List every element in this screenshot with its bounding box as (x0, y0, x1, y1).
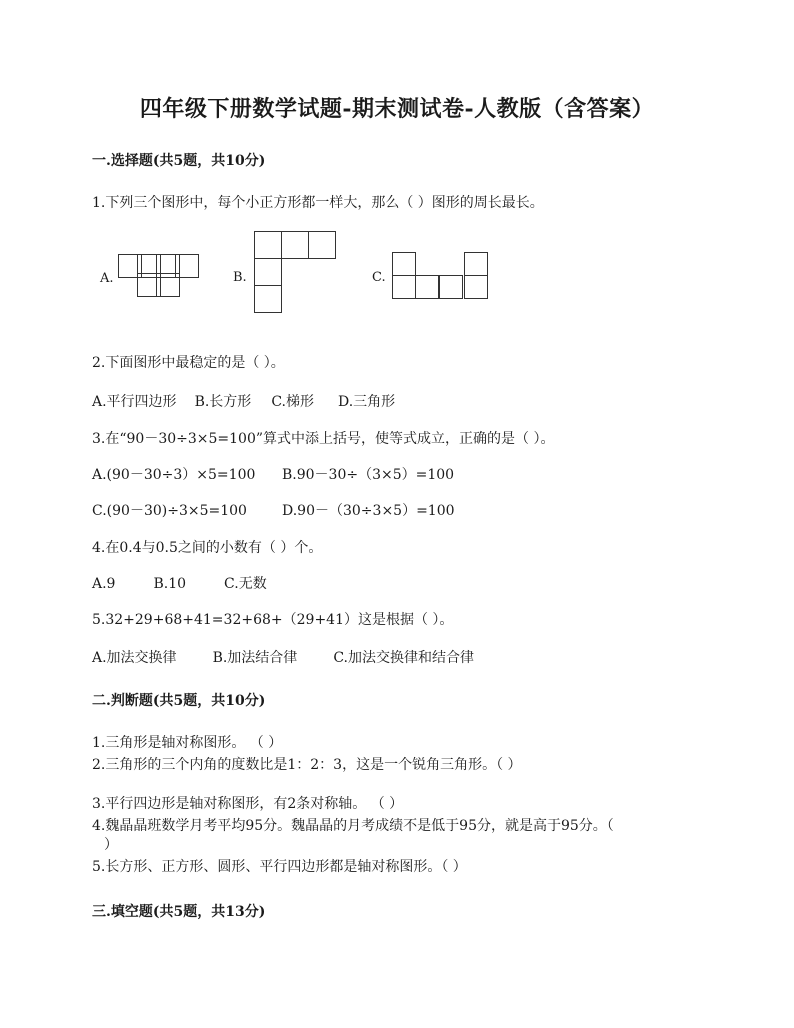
figure-b (254, 231, 338, 315)
question-3-options-row2 (92, 500, 455, 520)
page-title: 四年级下册数学试题-期末测试卷-人教版（含答案） (139, 96, 655, 122)
option: D.90－（30÷3×5）=100 (282, 503, 455, 519)
question-4-text: 4.在0.4与0.5之间的小数有（ ）个。 (92, 540, 323, 556)
question-2-text: 2.下面图形中最稳定的是（ ）。 (92, 355, 285, 371)
section-heading-fill-blank: 三.填空题(共5题，共13分) (92, 904, 266, 920)
judgement-2-text: 2.三角形的三个内角的度数比是1：2：3，这是一个锐角三角形。（ ） (92, 757, 522, 773)
question-3-text: 3.在“90－30÷3×5=100”算式中添上括号，使等式成立，正确的是（ ）。 (92, 431, 555, 447)
figure-a (118, 254, 198, 296)
question-2-options (92, 391, 395, 411)
option: B.10 (153, 576, 187, 592)
option: B.加法结合律 (212, 650, 298, 666)
figure-c (392, 252, 490, 300)
judgement-1-text: 1.三角形是轴对称图形。 （ ） (92, 735, 283, 751)
question-1-text: 1.下列三个图形中，每个小正方形都一样大，那么（ ）图形的周长最长。 (92, 195, 544, 211)
option: D.三角形 (337, 394, 396, 410)
figure-a-label: A. (100, 271, 114, 286)
option: A.9 (92, 576, 116, 592)
section-heading-choice: 一.选择题(共5题，共10分) (92, 153, 266, 169)
option: A.(90－30÷3）×5=100 (92, 467, 256, 483)
option: C.(90－30)÷3×5=100 (92, 503, 247, 519)
option: A.加法交换律 (92, 650, 177, 666)
option: A.平行四边形 (92, 394, 177, 410)
option: B.90－30÷（3×5）=100 (282, 467, 455, 483)
option: C.梯形 (271, 394, 314, 410)
option: B.长方形 (194, 394, 252, 410)
judgement-3-text: 3.平行四边形是轴对称图形，有2条对称轴。 （ ） (92, 796, 404, 812)
question-4-options (92, 573, 267, 593)
section-heading-judgement: 二.判断题(共5题，共10分) (92, 693, 266, 709)
figure-c-label: C. (372, 270, 386, 285)
judgement-4-text: 4.魏晶晶班数学月考平均95分。魏晶晶的月考成绩不是低于95分，就是高于95分。（ (92, 818, 614, 834)
question-5-options (92, 647, 474, 667)
option: C.无数 (224, 576, 267, 592)
question-3-options-row1 (92, 464, 454, 484)
question-5-text: 5.32+29+68+41=32+68+（29+41）这是根据（ ）。 (92, 612, 454, 628)
judgement-4-text-continued: ） (104, 837, 118, 853)
judgement-5-text: 5.长方形、正方形、圆形、平行四边形都是轴对称图形。（ ） (92, 859, 467, 875)
figure-b-label: B. (233, 270, 247, 285)
option: C.加法交换律和结合律 (333, 650, 474, 666)
